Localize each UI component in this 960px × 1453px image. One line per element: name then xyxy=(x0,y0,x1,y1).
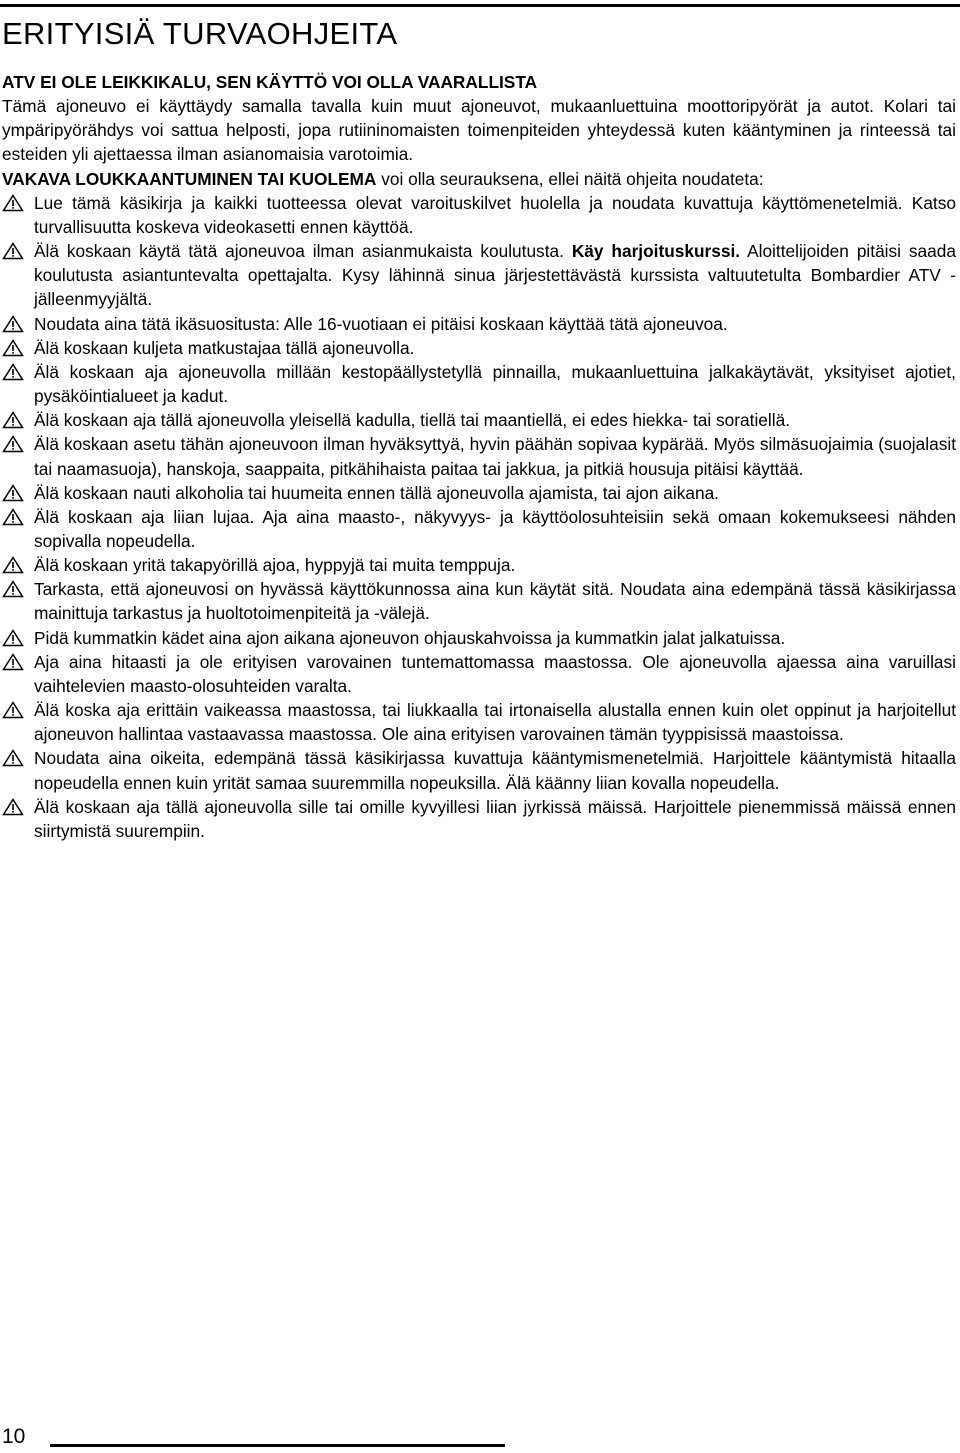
warning-text-after: Aloittelijoiden pitäisi saada koulutusta asiantuntevalta opettajalta. Kysy lähinnä sinua järjestettävästä kurssista valtuutetulta Bombardier ATV -jälleenmyyjältä. xyxy=(34,241,956,310)
warning-item xyxy=(2,312,956,336)
warning-triangle-icon xyxy=(2,435,24,453)
warning-item xyxy=(2,408,956,432)
warning-emphasis: Käy harjoituskurssi. xyxy=(571,241,741,262)
warning-triangle-icon xyxy=(2,556,24,574)
warning-item xyxy=(2,481,956,505)
warning-text: Älä koskaan asetu tähän ajoneuvoon ilman hyväksyttyä, hyvin päähän sopivaa kypärää. Myös silmäsuojaimia (suojalasit tai naamasuoja), hanskoja, saappaita, pitkähihaista paitaa tai jakkua, ja pitkiä housuja pitäisi käyttää. xyxy=(34,434,956,479)
warning-item xyxy=(2,553,956,577)
warning-text: Noudata aina oikeita, edempänä tässä käsikirjassa kuvattuja kääntymismenetelmiä. Harjoittele kääntymistä hitaalla nopeudella ennen kuin yrität samaa suuremmilla nopeuksilla. Älä käänny liian kovalla nopeudella. xyxy=(34,748,956,793)
warning-triangle-icon xyxy=(2,749,24,767)
warning-triangle-icon xyxy=(2,315,24,333)
document-body xyxy=(2,70,956,843)
warning-lead-bold: VAKAVA LOUKKAANTUMINEN TAI KUOLEMA xyxy=(2,168,377,189)
page-number: 10 xyxy=(2,1425,26,1448)
warning-text: Älä koskaan aja ajoneuvolla millään kestopäällystetyllä pinnailla, mukaanluettuina jalkakäytävät, yksityiset ajotiet, pysäköintialueet ja kadut. xyxy=(34,361,956,407)
warning-triangle-icon xyxy=(2,484,24,502)
warning-item xyxy=(2,577,956,625)
warning-triangle-icon xyxy=(2,194,24,212)
warning-text: Älä koska aja erittäin vaikeassa maastossa, tai liukkaalla tai irtonaisella alustalla ennen kuin olet oppinut ja harjoitellut ajoneuvon hallintaa vastaavassa maastossa. Ole aina erityisen varovainen tämän tyyppisissä maastoissa. xyxy=(34,700,956,745)
warning-item xyxy=(2,336,956,360)
warning-text: Aja aina hitaasti ja ole erityisen varovainen tuntemattomassa maastossa. Ole ajoneuvolla ajaessa aina varuillasi vaihtelevien maasto-olosuhteiden varalta. xyxy=(34,651,956,696)
warning-text: Pidä kummatkin kädet aina ajon aikana ajoneuvon ohjauskahvoissa ja kummatkin jalat jalkatuissa. xyxy=(34,627,786,648)
warning-triangle-icon xyxy=(2,798,24,816)
warning-lead-rest: voi olla seurauksena, ellei näitä ohjeita noudateta: xyxy=(376,168,764,189)
warning-item xyxy=(2,626,956,650)
warning-item xyxy=(2,360,956,408)
warning-text: Noudata aina tätä ikäsuositusta: Alle 16-vuotiaan ei pitäisi koskaan käyttää tätä ajoneuvoa. xyxy=(34,313,728,334)
warning-text: Älä koskaan yritä takapyörillä ajoa, hyppyjä tai muita temppuja. xyxy=(34,555,516,576)
footer-rule xyxy=(50,1444,505,1447)
warning-item xyxy=(2,432,956,480)
warning-triangle-icon xyxy=(2,701,24,719)
section-subheading: ATV EI OLE LEIKKIKALU, SEN KÄYTTÖ VOI OLLA VAARALLISTA xyxy=(2,72,538,92)
warning-triangle-icon xyxy=(2,339,24,357)
warning-text: Älä koskaan käytä tätä ajoneuvoa ilman asianmukaista koulutusta. xyxy=(34,241,572,262)
warning-text: Älä koskaan aja liian lujaa. Aja aina maasto-, näkyvyys- ja käyttöolosuhteisiin sekä omaan kokemukseesi nähden sopivalla nopeudella. xyxy=(34,506,956,551)
warning-item xyxy=(2,746,956,794)
top-rule xyxy=(0,4,960,7)
warning-triangle-icon xyxy=(2,363,24,381)
warning-triangle-icon xyxy=(2,580,24,598)
warning-triangle-icon xyxy=(2,411,24,429)
warning-text: Lue tämä käsikirja ja kaikki tuotteessa olevat varoituskilvet huolella ja noudata kuvattuja käyttömenetelmiä. Katso turvallisuutta koskeva videokasetti ennen käyttöä. xyxy=(34,192,956,237)
intro-paragraph: Tämä ajoneuvo ei käyttäydy samalla tavalla kuin muut ajoneuvot, mukaanluettuina moottoripyörät ja autot. Kolari tai ympäripyörähdys voi sattua helposti, jopa rutiininomaisten toimenpiteiden yhteydessä kuten kääntyminen ja rinteessä tai esteiden yli ajettaessa ilman asianomaisia varotoimia. xyxy=(2,96,956,165)
warning-lead xyxy=(2,167,956,191)
warning-text: Tarkasta, että ajoneuvosi on hyvässä käyttökunnossa aina kun käytät sitä. Noudata aina edempänä tässä käsikirjassa mainittuja tarkastus ja huoltotoimenpiteitä ja -välejä. xyxy=(34,579,956,624)
warning-triangle-icon xyxy=(2,653,24,671)
warning-text: Älä koskaan nauti alkoholia tai huumeita ennen tällä ajoneuvolla ajamista, tai ajon aikana. xyxy=(34,482,719,503)
warning-list xyxy=(2,191,956,843)
warning-item xyxy=(2,505,956,553)
page-title: ERITYISIÄ TURVAOHJEITA xyxy=(2,16,398,51)
warning-text: Älä koskaan kuljeta matkustajaa tällä ajoneuvolla. xyxy=(34,337,415,358)
warning-item xyxy=(2,191,956,239)
warning-item xyxy=(2,650,956,698)
warning-item xyxy=(2,698,956,746)
warning-text: Älä koskaan aja tällä ajoneuvolla sille tai omille kyvyillesi liian jyrkissä mäissä. Harjoittele pienemmissä mäissä ennen siirtymistä suurempiin. xyxy=(34,796,956,841)
warning-text: Älä koskaan aja tällä ajoneuvolla yleisellä kadulla, tiellä tai maantiellä, ei edes hiekka- tai soratiellä. xyxy=(34,410,791,431)
warning-triangle-icon xyxy=(2,629,24,647)
warning-triangle-icon xyxy=(2,508,24,526)
warning-item xyxy=(2,795,956,843)
warning-item xyxy=(2,239,956,311)
warning-triangle-icon xyxy=(2,242,24,260)
